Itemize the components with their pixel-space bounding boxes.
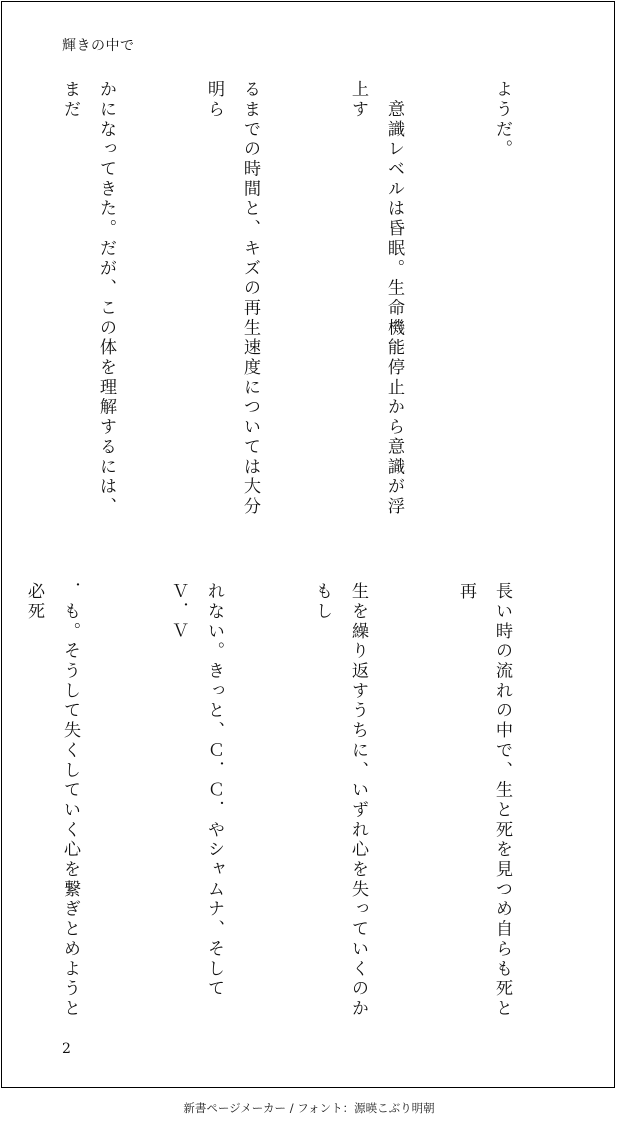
running-head-title: 輝きの中で (62, 38, 135, 54)
text-line: 長い時の流れの中で、生と死を見つめ自らも死と再 (456, 582, 512, 1019)
text-line: るまでの時間と、キズの再生速度については大分明ら (204, 80, 260, 517)
text-line: ．も。そうして失くしていく心を繋ぎとめようと必死 (24, 582, 80, 1019)
top-text-block (62, 80, 592, 535)
text-line: 意識レベルは昏眠。生命機能停止から意識が浮上す (348, 80, 404, 517)
text-line: れない。きっと、Ｃ．Ｃ．やシャムナ、そしてＶ．Ｖ (168, 582, 224, 999)
bottom-text-block (24, 582, 592, 1037)
text-line: ようだ。 (492, 80, 512, 160)
book-page (1, 1, 615, 1088)
text-line: 生を繰り返すうちに、いずれ心を失っていくのかもし (312, 582, 368, 1019)
footer-credit: 新書ページメーカー / フォント：源暎こぶり明朝 (183, 1101, 435, 1115)
text-line: かになってきた。だが、この体を理解するには、まだ (60, 80, 116, 517)
page-number: 2 (62, 1041, 71, 1057)
